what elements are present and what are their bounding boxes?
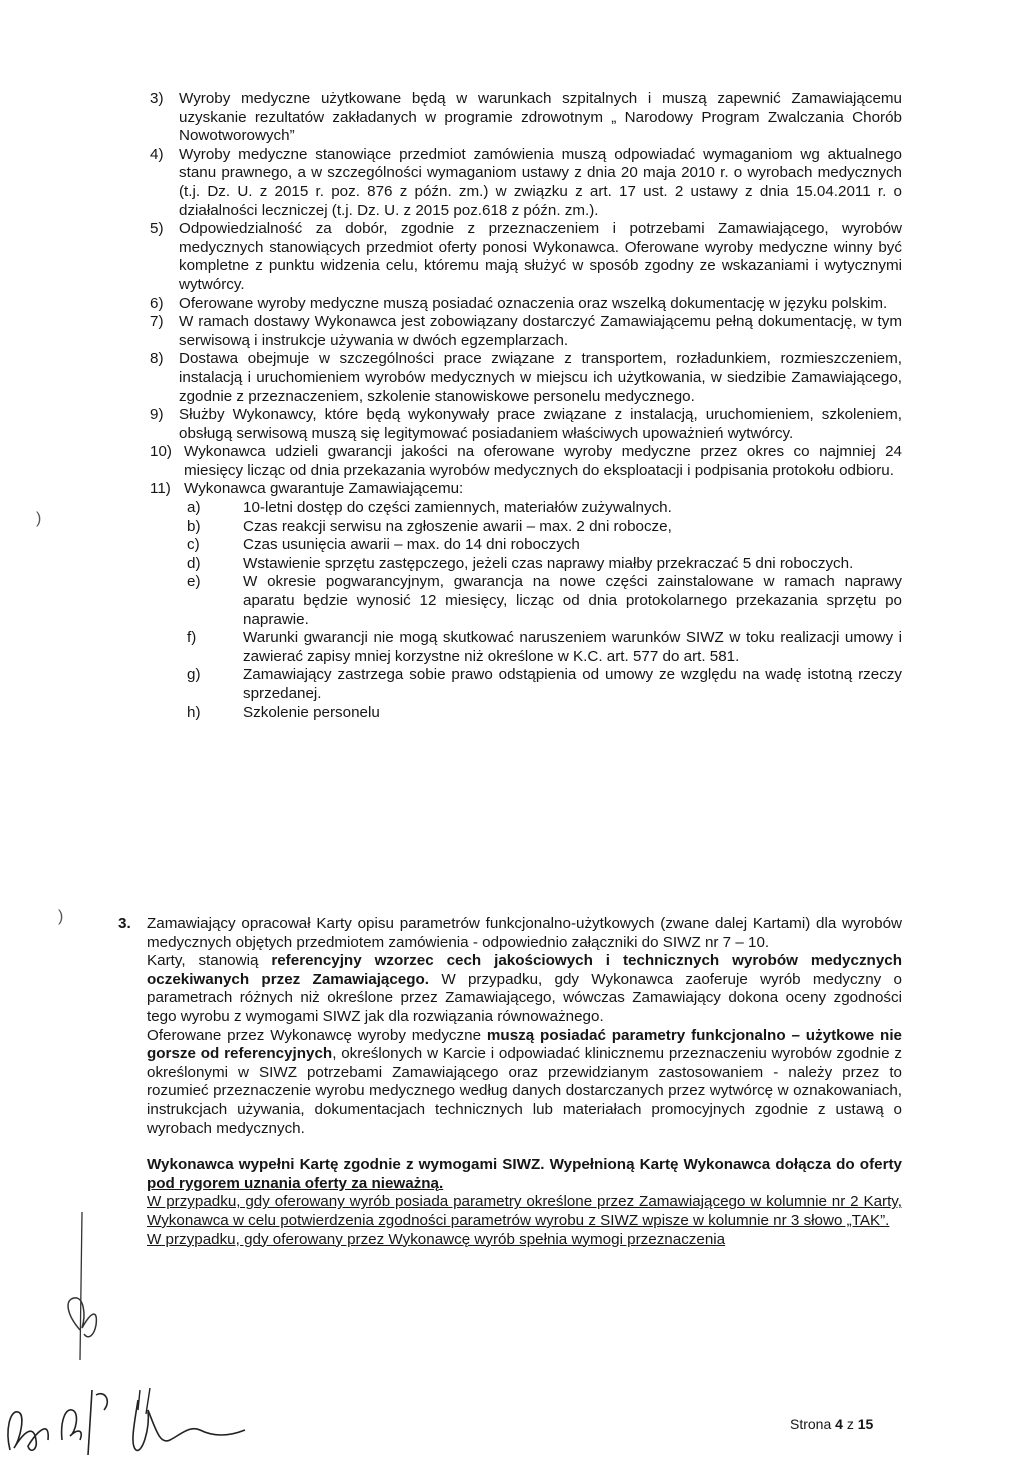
list-item [150,90,902,146]
sub-text: Szkolenie personelu [243,703,380,721]
item-text: Wyroby medyczne stanowiące przedmiot zamówienia muszą odpowiadać wymaganiom wg aktualnego stanu prawnego, a w szczególności wymaganiom ustawy z dnia 20 maja 2010 r. o wyrobach medycznych (t.j. Dz. U. z 2015 r. poz. 876 z późn. zm.) w związku z art. 17 ust. 2 ustawy z dnia 15.04.2011 r. o działalności leczniczej (t.j. Dz. U. z 2015 poz.618 z późn. zm.). [179,145,902,219]
sub-text: 10-letni dostęp do części zamiennych, materiałów zużywalnych. [243,499,672,517]
item-text: Dostawa obejmuje w szczególności prace związane z transportem, rozładunkiem, rozmieszczeniem, instalacją i uruchomieniem wyrobów medycznych w miejscu ich użytkowania, w siedzibie Zamawiającego, zgodnie z przeznaczeniem, szkolenie stanowiskowe personelu medycznego. [179,350,902,405]
list-item-guarantee [150,480,902,722]
text-run: , określonych w Karcie i odpowiadać klinicznemu przeznaczeniu wyrobów zgodnie z określonymi w SIWZ potrzebami Zamawiającego oraz przewidzianym zastosowaniem - należy przez to rozumieć przeznaczenie wyrobu medycznego według danych dostarczanych przez wytwórcę w oznakowaniach, instrukcjach używania, dokumentacjach technicznych lub materiałach promocyjnych zgodnie z ustawą o wyrobach medycznych. [147,1045,902,1137]
paragraph [147,1027,902,1139]
list-item [150,443,902,480]
sublist-item [184,704,902,723]
item-number: 11) [150,480,171,498]
sublist-item [184,573,902,629]
item-number: 6) [150,294,164,312]
sublist-item [184,499,902,518]
list-item [150,295,902,314]
sub-letter: d) [187,554,201,572]
sub-letter: b) [187,517,201,535]
item-number: 7) [150,313,164,331]
sub-text: Zamawiający zastrzega sobie prawo odstąpienia od umowy ze względu na wadę istotną rzeczy sprzedanej. [243,666,902,702]
item-text: Wykonawca udzieli gwarancji jakości na oferowane wyroby medyczne przez okres co najmniej 24 miesięcy licząc od dnia przekazania wyrobów medycznych do eksploatacji i podpisania protokołu odbioru. [184,443,902,479]
item-text: W ramach dostawy Wykonawca jest zobowiązany dostarczyć Zamawiającemu pełną dokumentację, w tym serwisową i instrukcje używania w dwóch egzemplarzach. [179,313,902,349]
sublist-item [184,518,902,537]
sub-text: Czas usunięcia awarii – max. do 14 dni roboczych [243,536,580,554]
list-item [150,350,902,406]
requirements-list [150,90,902,722]
list-item [150,406,902,443]
item-text: Wyroby medyczne użytkowane będą w warunkach szpitalnych i muszą zapewnić Zamawiającemu uzyskanie rezultatów zakładanych w programie zdrowotnym „ Narodowy Program Zwalczania Chorób Nowotworowych” [179,90,902,145]
bold-underlined-text: pod rygorem uznania oferty za nieważną. [147,1174,444,1192]
item-text: Wykonawca gwarantuje Zamawiającemu: [184,480,464,498]
margin-mark: ) [58,908,64,925]
item-number: 10) [150,443,172,461]
sub-letter: f) [187,629,197,647]
sub-text: Wstawienie sprzętu zastępczego, jeżeli czas naprawy miałby przekraczać 5 dni roboczych. [243,554,854,572]
list-item [150,146,902,220]
paragraph [147,1156,902,1193]
text-run: W przypadku, gdy Wykonawca zaoferuje wyrób medyczny o parametrach różnych niż określone przez Zamawiającego, wówczas Zamawiający dokona oceny zgodności tego wyrobu z wymogami SIWZ jak dla rozwiązania równoważnego. [147,970,902,1025]
list-item [150,220,902,294]
sublist-item [184,555,902,574]
sublist-item [184,536,902,555]
item-text: Odpowiedzialność za dobór, zgodnie z przeznaczeniem i potrzebami Zamawiającego, wyrobów medycznych stanowiących przedmiot oferty ponosi Wykonawca. Oferowane wyroby medyczne winny być kompletne z punktu widzenia celu, któremu mają służyć w sposób zgodny ze wskazaniami i wytycznymi wytwórcy. [179,220,902,293]
text-run: Karty, stanowią [147,952,272,970]
item-number: 8) [150,350,164,368]
section-3 [118,915,902,1249]
sub-letter: h) [187,703,201,721]
item-number: 3) [150,90,164,107]
section-body [147,915,902,1249]
page-footer: Strona 4 z 15 [790,1416,874,1432]
paragraph [147,952,902,1026]
list-item [150,313,902,350]
sub-text: W okresie pogwarancyjnym, gwarancja na nowe części zainstalowane w ramach naprawy aparatu będzie wynosić 12 miesięcy, licząc od dnia protokolarnego przekazania sprzętu po naprawie. [243,573,902,628]
sublist-item [184,666,902,703]
paragraph: W przypadku, gdy oferowany wyrób posiada parametry określone przez Zamawiającego w kolumnie nr 2 Karty, Wykonawca w celu potwierdzenia zgodności parametrów wyrobu z SIWZ wpisze w kolumnie nr 3 słowo „TAK”. [147,1193,902,1229]
bold-text: muszą posiadać parametry funkcjonalno – użytkowe nie gorsze od referencyjnych [147,1026,902,1063]
sub-letter: e) [187,573,201,591]
sublist-item [184,629,902,666]
item-number: 4) [150,145,164,163]
item-text: Oferowane wyroby medyczne muszą posiadać oznaczenia oraz wszelką dokumentację w języku polskim. [179,294,888,312]
sub-letter: g) [187,666,201,684]
paragraph: W przypadku, gdy oferowany przez Wykonawcę wyrób spełnia wymogi przeznaczenia [147,1230,726,1248]
bold-text: Wykonawca wypełni Kartę zgodnie z wymogami SIWZ. Wypełnioną Kartę Wykonawca dołącza do oferty [147,1156,902,1174]
sub-text: Warunki gwarancji nie mogą skutkować naruszeniem warunków SIWZ w toku realizacji umowy i zawierać zapisy mniej korzystne niż określone w K.C. art. 577 do art. 581. [243,629,902,665]
bold-text: referencyjny wzorzec cech jakościowych i technicznych wyrobów medycznych oczekiwanych przez Zamawiającego. [147,952,902,988]
section-number: 3. [118,915,131,932]
paragraph: Zamawiający opracował Karty opisu parametrów funkcjonalno-użytkowych (zwane dalej Kartami) dla wyrobów medycznych objętych przedmiotem zamówienia - odpowiednio załączniki do SIWZ nr 7 – 10. [147,915,902,951]
sub-letter: c) [187,536,200,554]
item-number: 5) [150,220,164,238]
sub-text: Czas reakcji serwisu na zgłoszenie awarii – max. 2 dni robocze, [243,517,672,535]
handwritten-signature [0,1370,280,1460]
text-run: Oferowane przez Wykonawcę wyroby medyczne [147,1026,487,1044]
handwritten-initials [52,1210,112,1370]
item-text: Służby Wykonawcy, które będą wykonywały prace związane z instalacją, uruchomieniem, szkoleniem, obsługą serwisową muszą się legitymować posiadaniem właściwych upoważnień wytwórcy. [179,406,902,442]
margin-mark: ) [36,510,42,527]
guarantee-sublist [184,499,902,722]
sub-letter: a) [187,499,201,517]
item-number: 9) [150,406,164,424]
